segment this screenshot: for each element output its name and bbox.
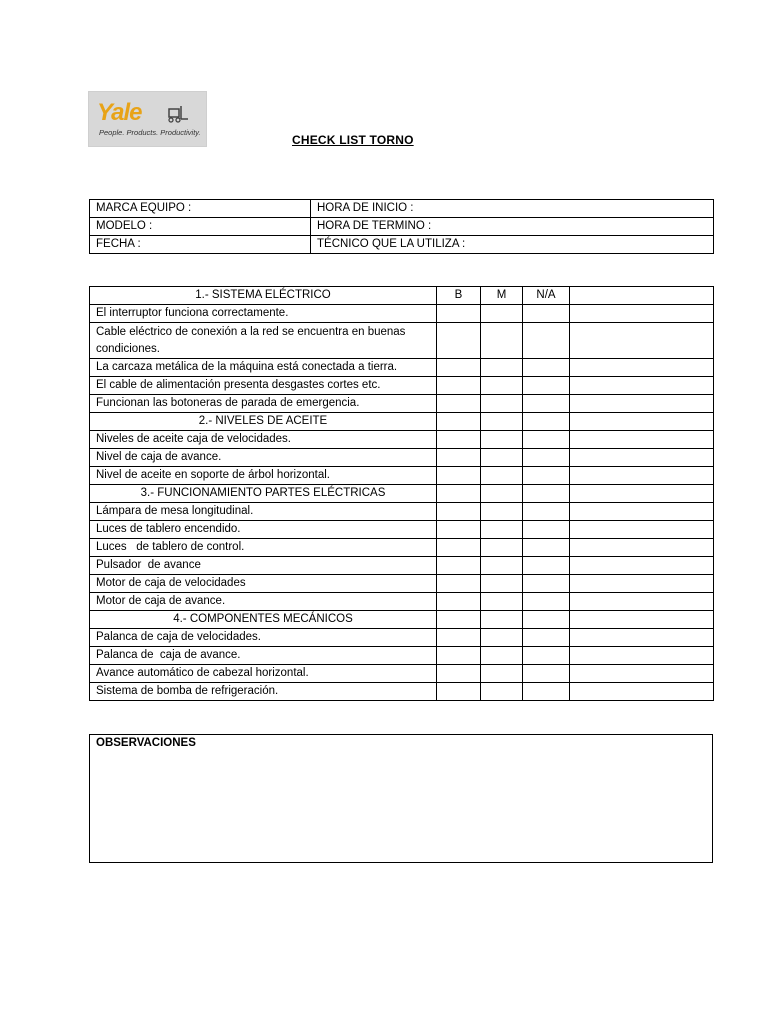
check-cell-b[interactable] <box>437 485 481 503</box>
notes-cell[interactable] <box>570 539 714 557</box>
check-cell-m[interactable] <box>481 305 523 323</box>
check-cell-na[interactable] <box>523 377 570 395</box>
header-row <box>90 287 714 305</box>
table-row <box>90 665 714 683</box>
table-row <box>90 647 714 665</box>
checklist-item: Palanca de caja de velocidades. <box>90 629 437 647</box>
notes-cell[interactable] <box>570 683 714 701</box>
notes-cell[interactable] <box>570 647 714 665</box>
end-time-field-label: HORA DE TERMINO : <box>311 218 714 236</box>
notes-cell[interactable] <box>570 503 714 521</box>
notes-cell[interactable] <box>570 665 714 683</box>
section-title: 2.- NIVELES DE ACEITE <box>90 413 437 431</box>
column-header-na: N/A <box>523 287 570 305</box>
table-row <box>90 449 714 467</box>
check-cell-b[interactable] <box>437 359 481 377</box>
check-cell-m[interactable] <box>481 611 523 629</box>
checklist-item: Motor de caja de avance. <box>90 593 437 611</box>
table-row <box>90 395 714 413</box>
check-cell-b[interactable] <box>437 521 481 539</box>
logo-brand-text: Yale <box>97 99 142 126</box>
notes-cell[interactable] <box>570 467 714 485</box>
check-cell-b[interactable] <box>437 377 481 395</box>
checklist-item: Sistema de bomba de refrigeración. <box>90 683 437 701</box>
check-cell-na[interactable] <box>523 395 570 413</box>
check-cell-m[interactable] <box>481 395 523 413</box>
page-title: CHECK LIST TORNO <box>292 133 414 147</box>
section-title: 4.- COMPONENTES MECÁNICOS <box>90 611 437 629</box>
check-cell-na[interactable] <box>523 503 570 521</box>
check-cell-na[interactable] <box>523 539 570 557</box>
check-cell-na[interactable] <box>523 485 570 503</box>
checklist-item: La carcaza metálica de la máquina está conectada a tierra. <box>90 359 437 377</box>
technician-field-label: TÉCNICO QUE LA UTILIZA : <box>311 236 714 254</box>
notes-cell[interactable] <box>570 359 714 377</box>
notes-cell[interactable] <box>570 575 714 593</box>
table-row <box>90 305 714 323</box>
checklist-item: Nivel de aceite en soporte de árbol horizontal. <box>90 467 437 485</box>
notes-cell[interactable] <box>570 629 714 647</box>
checklist-item: El cable de alimentación presenta desgastes cortes etc. <box>90 377 437 395</box>
table-row <box>90 557 714 575</box>
brand-field-label: MARCA EQUIPO : <box>90 200 311 218</box>
table-row <box>90 593 714 611</box>
check-cell-na[interactable] <box>523 683 570 701</box>
check-cell-m[interactable] <box>481 485 523 503</box>
checklist-item: Lámpara de mesa longitudinal. <box>90 503 437 521</box>
checklist-item: Niveles de aceite caja de velocidades. <box>90 431 437 449</box>
section-row <box>90 611 714 629</box>
checklist-item: Funcionan las botoneras de parada de emergencia. <box>90 395 437 413</box>
check-cell-b[interactable] <box>437 611 481 629</box>
check-cell-b[interactable] <box>437 539 481 557</box>
notes-cell[interactable] <box>570 323 714 359</box>
table-row <box>90 236 714 254</box>
notes-cell[interactable] <box>570 395 714 413</box>
check-cell-na[interactable] <box>523 557 570 575</box>
check-cell-na[interactable] <box>523 359 570 377</box>
checklist-item: Pulsador de avance <box>90 557 437 575</box>
table-row <box>90 323 714 359</box>
notes-cell[interactable] <box>570 557 714 575</box>
check-cell-b[interactable] <box>437 305 481 323</box>
notes-cell[interactable] <box>570 413 714 431</box>
logo-tagline: People. Products. Productivity. <box>99 128 201 137</box>
check-cell-b[interactable] <box>437 395 481 413</box>
notes-cell[interactable] <box>570 611 714 629</box>
check-cell-na[interactable] <box>523 449 570 467</box>
table-row <box>90 359 714 377</box>
checklist-item: Motor de caja de velocidades <box>90 575 437 593</box>
equipment-info-table <box>89 199 714 254</box>
check-cell-na[interactable] <box>523 431 570 449</box>
forklift-icon <box>167 105 189 123</box>
notes-cell[interactable] <box>570 449 714 467</box>
section-title: 1.- SISTEMA ELÉCTRICO <box>90 287 437 305</box>
check-cell-b[interactable] <box>437 683 481 701</box>
check-cell-b[interactable] <box>437 413 481 431</box>
notes-cell[interactable] <box>570 593 714 611</box>
check-cell-b[interactable] <box>437 557 481 575</box>
notes-cell[interactable] <box>570 485 714 503</box>
checklist-item: Cable eléctrico de conexión a la red se encuentra en buenas condiciones. <box>90 323 437 359</box>
check-cell-m[interactable] <box>481 431 523 449</box>
check-cell-na[interactable] <box>523 467 570 485</box>
check-cell-m[interactable] <box>481 683 523 701</box>
table-row <box>90 200 714 218</box>
empty-cell <box>570 287 714 305</box>
observations-box[interactable] <box>89 734 713 863</box>
notes-cell[interactable] <box>570 305 714 323</box>
check-cell-na[interactable] <box>523 305 570 323</box>
check-cell-m[interactable] <box>481 665 523 683</box>
table-row <box>90 539 714 557</box>
check-cell-na[interactable] <box>523 629 570 647</box>
check-cell-m[interactable] <box>481 323 523 359</box>
check-cell-m[interactable] <box>481 521 523 539</box>
column-header-m: M <box>481 287 523 305</box>
section-title: 3.- FUNCIONAMIENTO PARTES ELÉCTRICAS <box>90 485 437 503</box>
check-cell-m[interactable] <box>481 377 523 395</box>
table-row <box>90 683 714 701</box>
check-cell-na[interactable] <box>523 575 570 593</box>
check-cell-m[interactable] <box>481 575 523 593</box>
check-cell-m[interactable] <box>481 557 523 575</box>
check-cell-na[interactable] <box>523 647 570 665</box>
check-cell-na[interactable] <box>523 521 570 539</box>
check-cell-na[interactable] <box>523 665 570 683</box>
check-cell-b[interactable] <box>437 431 481 449</box>
check-cell-na[interactable] <box>523 323 570 359</box>
notes-cell[interactable] <box>570 377 714 395</box>
checklist-item: Nivel de caja de avance. <box>90 449 437 467</box>
check-cell-m[interactable] <box>481 449 523 467</box>
table-row <box>90 431 714 449</box>
check-cell-b[interactable] <box>437 503 481 521</box>
model-field-label: MODELO : <box>90 218 311 236</box>
checklist-item: Luces de tablero de control. <box>90 539 437 557</box>
section-row <box>90 485 714 503</box>
checklist-item: Avance automático de cabezal horizontal. <box>90 665 437 683</box>
check-cell-b[interactable] <box>437 665 481 683</box>
check-cell-b[interactable] <box>437 647 481 665</box>
check-cell-na[interactable] <box>523 413 570 431</box>
section-row <box>90 413 714 431</box>
check-cell-b[interactable] <box>437 467 481 485</box>
check-cell-b[interactable] <box>437 593 481 611</box>
checklist-item: Palanca de caja de avance. <box>90 647 437 665</box>
check-cell-b[interactable] <box>437 575 481 593</box>
check-cell-b[interactable] <box>437 629 481 647</box>
check-cell-m[interactable] <box>481 359 523 377</box>
check-cell-m[interactable] <box>481 467 523 485</box>
check-cell-m[interactable] <box>481 593 523 611</box>
table-row <box>90 575 714 593</box>
table-row <box>90 467 714 485</box>
check-cell-b[interactable] <box>437 449 481 467</box>
check-cell-m[interactable] <box>481 629 523 647</box>
date-field-label: FECHA : <box>90 236 311 254</box>
checklist-item: El interruptor funciona correctamente. <box>90 305 437 323</box>
notes-cell[interactable] <box>570 431 714 449</box>
company-logo <box>88 91 207 147</box>
table-row <box>90 377 714 395</box>
table-row <box>90 218 714 236</box>
check-cell-m[interactable] <box>481 647 523 665</box>
table-row <box>90 503 714 521</box>
table-row <box>90 521 714 539</box>
column-header-b: B <box>437 287 481 305</box>
check-cell-na[interactable] <box>523 611 570 629</box>
checklist-table <box>89 286 714 701</box>
check-cell-m[interactable] <box>481 413 523 431</box>
start-time-field-label: HORA DE INICIO : <box>311 200 714 218</box>
check-cell-m[interactable] <box>481 503 523 521</box>
check-cell-na[interactable] <box>523 593 570 611</box>
check-cell-m[interactable] <box>481 539 523 557</box>
checklist-item: Luces de tablero encendido. <box>90 521 437 539</box>
notes-cell[interactable] <box>570 521 714 539</box>
observations-label: OBSERVACIONES <box>96 737 196 749</box>
check-cell-b[interactable] <box>437 323 481 359</box>
table-row <box>90 629 714 647</box>
